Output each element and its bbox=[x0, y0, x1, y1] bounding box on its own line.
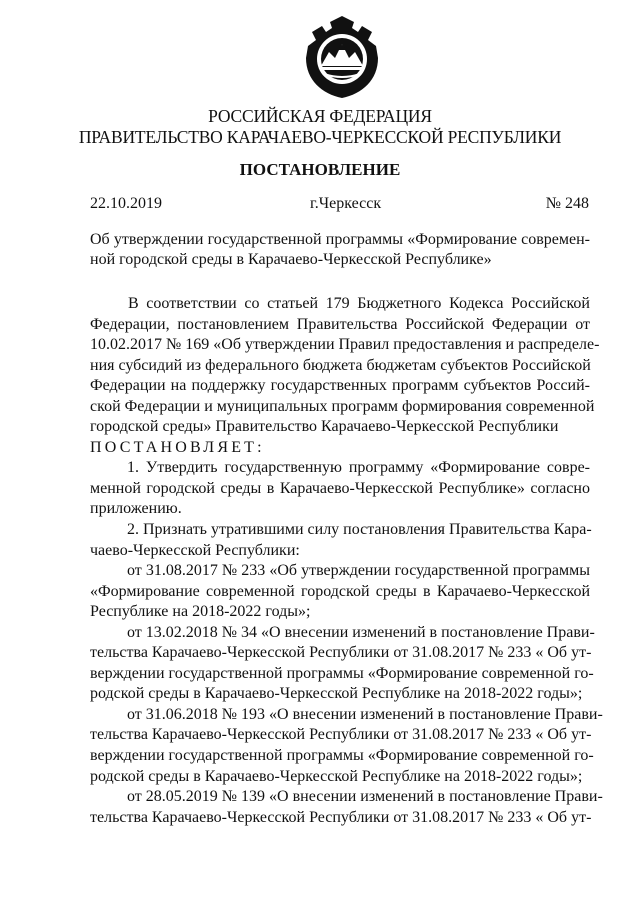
body-line: менной городской среды в Карачаево-Черкесской Республике» согласно bbox=[90, 479, 590, 497]
body-line: «Формирование современной городской среды в Карачаево-Черкесской bbox=[90, 582, 590, 600]
document-body bbox=[90, 294, 603, 828]
document-city: г.Черкесск bbox=[310, 195, 382, 212]
body-line: ской Федерации и муниципальных программ формирования современной bbox=[90, 397, 595, 415]
body-line: тельства Карачаево-Черкесской Республики от 31.08.2017 № 233 « Об ут- bbox=[90, 808, 592, 826]
body-line: Республике на 2018-2022 годы»; bbox=[90, 603, 311, 621]
body-line: верждении государственной программы «Формирование современной го- bbox=[90, 664, 594, 682]
document-title bbox=[90, 230, 590, 270]
coat-of-arms-icon bbox=[302, 14, 382, 100]
body-line: верждении государственной программы «Формирование современной го- bbox=[90, 747, 594, 765]
body-line: Федерации, постановлением Правительства Российской Федерации от bbox=[90, 315, 590, 333]
body-line: тельства Карачаево-Черкесской Республики от 31.08.2017 № 233 « Об ут- bbox=[90, 726, 592, 744]
government-name: ПРАВИТЕЛЬСТВО КАРАЧАЕВО-ЧЕРКЕССКОЙ РЕСПУБЛИКИ bbox=[78, 127, 562, 147]
body-line: от 28.05.2019 № 139 «О внесении изменений в постановление Прави- bbox=[127, 788, 603, 806]
body-line: Федерации на поддержку государственных программ субъектов Россий- bbox=[90, 377, 590, 395]
body-line: от 31.06.2018 № 193 «О внесении изменений в постановление Прави- bbox=[127, 705, 603, 723]
country-name: РОССИЙСКАЯ ФЕДЕРАЦИЯ bbox=[208, 106, 432, 126]
body-line: городской среды» Правительство Карачаево-Черкесской Республики bbox=[90, 418, 559, 436]
document-date: 22.10.2019 bbox=[90, 195, 162, 212]
resolution-word: ПОСТАНОВЛЯЕТ: bbox=[90, 438, 265, 456]
body-line: 1. Утвердить государственную программу «Формирование совре- bbox=[127, 459, 590, 477]
body-line: родской среды в Карачаево-Черкесской Республике на 2018-2022 годы»; bbox=[90, 685, 583, 703]
body-line: тельства Карачаево-Черкесской Республики от 31.08.2017 № 233 « Об ут- bbox=[90, 644, 592, 662]
title-line: ной городской среды в Карачаево-Черкесской Республике» bbox=[90, 251, 492, 268]
body-line: ния субсидий из федерального бюджета бюджетам субъектов Российской bbox=[90, 356, 591, 374]
body-line: 10.02.2017 № 169 «Об утверждении Правил предоставления и распределе- bbox=[90, 336, 600, 354]
body-line: приложению. bbox=[90, 500, 182, 518]
body-line: В соответствии со статьей 179 Бюджетного Кодекса Российской bbox=[128, 295, 590, 312]
body-line: 2. Признать утратившими силу постановления Правительства Кара- bbox=[127, 521, 592, 539]
body-line: от 13.02.2018 № 34 «О внесении изменений в постановление Прави- bbox=[127, 623, 595, 641]
body-line: чаево-Черкесской Республики: bbox=[90, 541, 300, 559]
document-number: № 248 bbox=[545, 195, 589, 212]
body-line: от 31.08.2017 № 233 «Об утверждении государственной программы bbox=[127, 562, 590, 580]
body-line: родской среды в Карачаево-Черкесской Республике на 2018-2022 годы»; bbox=[90, 767, 583, 785]
document-type: ПОСТАНОВЛЕНИЕ bbox=[239, 160, 401, 179]
title-line: Об утверждении государственной программы «Формирование современ- bbox=[90, 231, 590, 248]
